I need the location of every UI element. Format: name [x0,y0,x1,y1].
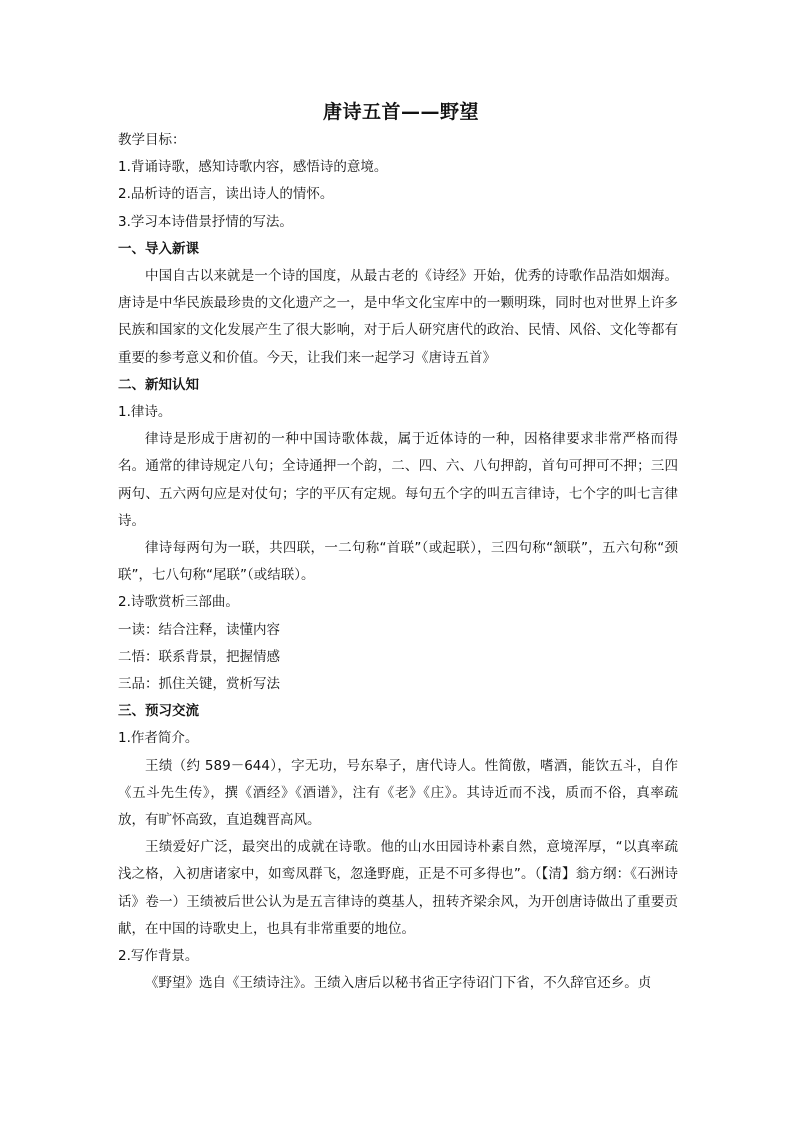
intro-paragraph: 中国自古以来就是一个诗的国度，从最古老的《诗经》开始，优秀的诗歌作品浩如烟海。唐诗是中华民族最珍贵的文化遗产之一，是中华文化宝库中的一颗明珠，同时也对世界上许多民族和国家的文化发展产生了很大影响，对于后人研究唐代的政治、民情、风俗、文化等都有重要的参考意义和价值。今天，让我们来一起学习《唐诗五首》 [118,268,678,366]
objective-item: 3.学习本诗借景抒情的写法。 [118,213,293,230]
section-heading-intro: 一、导入新课 [118,240,199,257]
objectives-label: 教学目标： [118,132,186,148]
appreciation-step: 三品：抓住关键，赏析写法 [118,676,280,693]
objective-item: 2.品析诗的语言，读出诗人的情怀。 [118,186,334,203]
objective-item: 1.背诵诗歌，感知诗歌内容，感悟诗的意境。 [118,159,388,176]
background-paragraph: 《野望》选自《王绩诗注》。王绩入唐后以秘书省正字待诏门下省，不久辞官还乡。贞 [145,975,652,992]
appreciation-step: 二悟：联系背景，把握情感 [118,648,280,665]
subheading-regulated-verse: 1.律诗。 [118,404,172,421]
appreciation-step: 一读：结合注释，读懂内容 [118,621,280,638]
regulated-verse-paragraph: 律诗是形成于唐初的一种中国诗歌体裁，属于近体诗的一种，因格律要求非常严格而得名。通常的律诗规定八句；全诗通押一个韵，二、四、六、八句押韵，首句可押可不押；三四两句、五六两句应是对仗句；字的平仄有定规。每句五个字的叫五言律诗，七个字的叫七言律诗。 [118,431,678,529]
section-heading-new-knowledge: 二、新知认知 [118,376,199,393]
document-title: 唐诗五首——野望 [322,101,479,123]
author-paragraph-1: 王绩（约 589－644），字无功，号东皋子，唐代诗人。性简傲，嗜酒，能饮五斗，自作《五斗先生传》，撰《酒经》《酒谱》，注有《老》《庄》。其诗近而不浅，质而不俗，真率疏放，有旷怀高致，直追魏晋高风。 [118,757,678,829]
subheading-author-intro: 1.作者简介。 [118,730,199,747]
section-heading-preview: 三、预习交流 [118,703,199,720]
document-body [118,99,678,998]
author-paragraph-2: 王绩爱好广泛，最突出的成就在诗歌。他的山水田园诗朴素自然，意境浑厚，“以真率疏浅之格，入初唐诸家中，如鸾凤群飞，忽逢野鹿，正是不可多得也”。（【清】翁方纲：《石洲诗话》卷一）王绩被后世公认为是五言律诗的奠基人，扭转齐梁余风，为开创唐诗做出了重要贡献，在中国的诗歌史上，也具有非常重要的地位。 [118,839,678,937]
subheading-appreciation-steps: 2.诗歌赏析三部曲。 [118,594,239,611]
subheading-background: 2.写作背景。 [118,948,199,965]
couplet-paragraph: 律诗每两句为一联，共四联，一二句称“首联”（或起联），三四句称“颔联”，五六句称“颈联”，七八句称“尾联”（或结联）。 [118,540,678,584]
